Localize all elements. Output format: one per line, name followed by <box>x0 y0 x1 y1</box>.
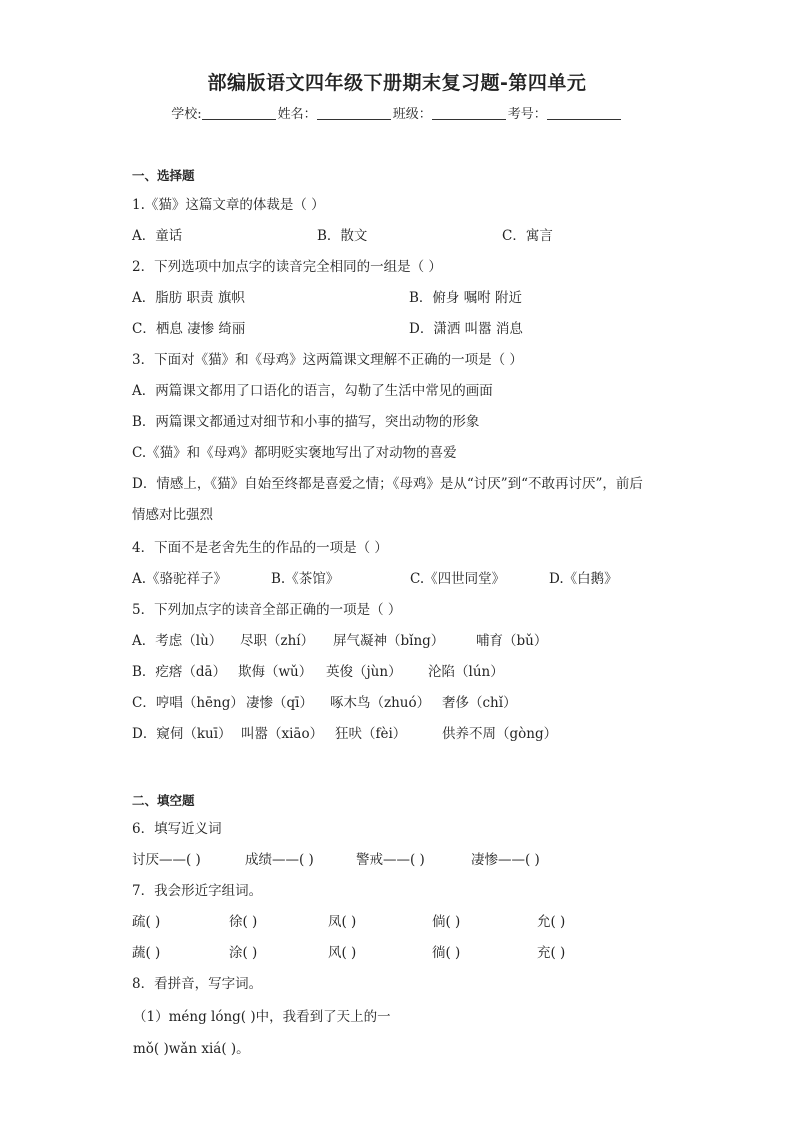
q5-option-b-word1[interactable]: B．疙瘩（dā） <box>132 664 227 680</box>
q4-stem: 4．下面不是老舍先生的作品的一项是（ ） <box>132 540 388 556</box>
q8-line-2[interactable]: mǒ( )wǎn xiá( )。 <box>133 1041 250 1057</box>
page-title: 部编版语文四年级下册期末复习题-第四单元 <box>207 72 587 94</box>
q5-option-d-word1[interactable]: D．窥伺（kuī） <box>132 726 232 742</box>
section-heading-choice: 一、选择题 <box>132 168 195 183</box>
q8-stem: 8．看拼音，写字词。 <box>132 976 263 992</box>
q2-option-b[interactable]: B．俯身 嘱咐 附近 <box>409 290 523 306</box>
number-label: 考号： <box>507 107 547 122</box>
q7-row1-item-4[interactable]: 倘( ) <box>432 914 461 930</box>
q4-option-d[interactable]: D.《白鹅》 <box>549 571 618 587</box>
q5-option-b-word4: 沦陷（lún） <box>428 664 504 680</box>
q6-item-2[interactable]: 成绩——( ) <box>245 852 314 868</box>
q5-option-c-word2: 凄惨（qī） <box>246 695 313 711</box>
school-label: 学校: <box>171 107 202 122</box>
q5-option-a-word4: 哺育（bǔ） <box>476 633 548 649</box>
q1-option-a[interactable]: A．童话 <box>132 228 183 244</box>
q1-option-c[interactable]: C．寓言 <box>502 228 553 244</box>
number-blank[interactable] <box>547 107 621 120</box>
q3-option-a[interactable]: A．两篇课文都用了口语化的语言，勾勒了生活中常见的画面 <box>132 383 493 399</box>
q5-stem: 5．下列加点字的读音全部正确的一项是（ ） <box>132 602 402 618</box>
q7-stem: 7．我会形近字组词。 <box>132 883 263 899</box>
q3-option-d-line1[interactable]: D．情感上，《猫》自始至终都是喜爱之情；《母鸡》是从“讨厌”到“不敢再讨厌”，前后 <box>132 476 643 492</box>
q4-option-c[interactable]: C.《四世同堂》 <box>410 571 506 587</box>
q2-option-c[interactable]: C．栖息 凄惨 绮丽 <box>132 321 246 337</box>
q3-option-b[interactable]: B．两篇课文都通过对细节和小事的描写，突出动物的形象 <box>132 414 480 430</box>
q7-row2-item-3[interactable]: 风( ) <box>328 945 357 961</box>
q7-row2-item-5[interactable]: 充( ) <box>537 945 566 961</box>
q6-item-4[interactable]: 凄惨——( ) <box>471 852 540 868</box>
q6-item-1[interactable]: 讨厌——( ) <box>132 852 201 868</box>
q4-option-a[interactable]: A.《骆驼祥子》 <box>132 571 228 587</box>
q7-row1-item-3[interactable]: 凤( ) <box>328 914 357 930</box>
q3-stem: 3．下面对《猫》和《母鸡》这两篇课文理解不正确的一项是（ ） <box>132 352 523 368</box>
class-label: 班级： <box>392 107 432 122</box>
q7-row1-item-5[interactable]: 允( ) <box>537 914 566 930</box>
q7-row2-item-4[interactable]: 徜( ) <box>432 945 461 961</box>
q5-option-c-word4: 奢侈（chǐ） <box>442 695 517 711</box>
q2-stem: 2．下列选项中加点字的读音完全相同的一组是（ ） <box>132 259 442 275</box>
q1-stem: 1.《猫》这篇文章的体裁是（ ） <box>132 197 325 213</box>
q4-option-b[interactable]: B.《茶馆》 <box>271 571 340 587</box>
q5-option-d-word3: 狂吠（fèi） <box>335 726 407 742</box>
q6-item-3[interactable]: 警戒——( ) <box>356 852 425 868</box>
q6-stem: 6．填写近义词 <box>132 821 222 837</box>
q3-option-d-line2: 情感对比强烈 <box>132 507 213 523</box>
q5-option-d-word4: 供养不周（gòng） <box>442 726 558 742</box>
q8-line-1[interactable]: （1）méng lóng( )中，我看到了天上的一 <box>133 1009 391 1025</box>
q5-option-a-word3: 屏气凝神（bǐng） <box>333 633 445 649</box>
name-blank[interactable] <box>317 107 391 120</box>
section-heading-fill: 二、填空题 <box>132 793 195 808</box>
class-blank[interactable] <box>432 107 506 120</box>
name-label: 姓名： <box>277 107 317 122</box>
school-blank[interactable] <box>202 107 276 120</box>
q2-option-a[interactable]: A．脂肪 职责 旗帜 <box>132 290 245 306</box>
q5-option-c-word1[interactable]: C．哼唱（hēng） <box>132 695 244 711</box>
q5-option-a-word1[interactable]: A．考虑（lù） <box>132 633 223 649</box>
q1-option-b[interactable]: B．散文 <box>317 228 368 244</box>
q5-option-a-word2: 尽职（zhí） <box>240 633 315 649</box>
q7-row1-item-2[interactable]: 徐( ) <box>229 914 258 930</box>
q2-option-d[interactable]: D．潇洒 叫嚣 消息 <box>409 321 523 337</box>
q3-option-c[interactable]: C.《猫》和《母鸡》都明贬实褒地写出了对动物的喜爱 <box>132 445 457 461</box>
q7-row2-item-2[interactable]: 涂( ) <box>229 945 258 961</box>
q5-option-b-word3: 英俊（jùn） <box>326 664 402 680</box>
q5-option-b-word2: 欺侮（wǔ） <box>238 664 313 680</box>
q5-option-c-word3: 啄木鸟（zhuó） <box>330 695 431 711</box>
student-info-row <box>0 103 794 122</box>
q7-row1-item-1[interactable]: 疏( ) <box>132 914 161 930</box>
q7-row2-item-1[interactable]: 蔬( ) <box>132 945 161 961</box>
q5-option-d-word2: 叫嚣（xiāo） <box>241 726 324 742</box>
